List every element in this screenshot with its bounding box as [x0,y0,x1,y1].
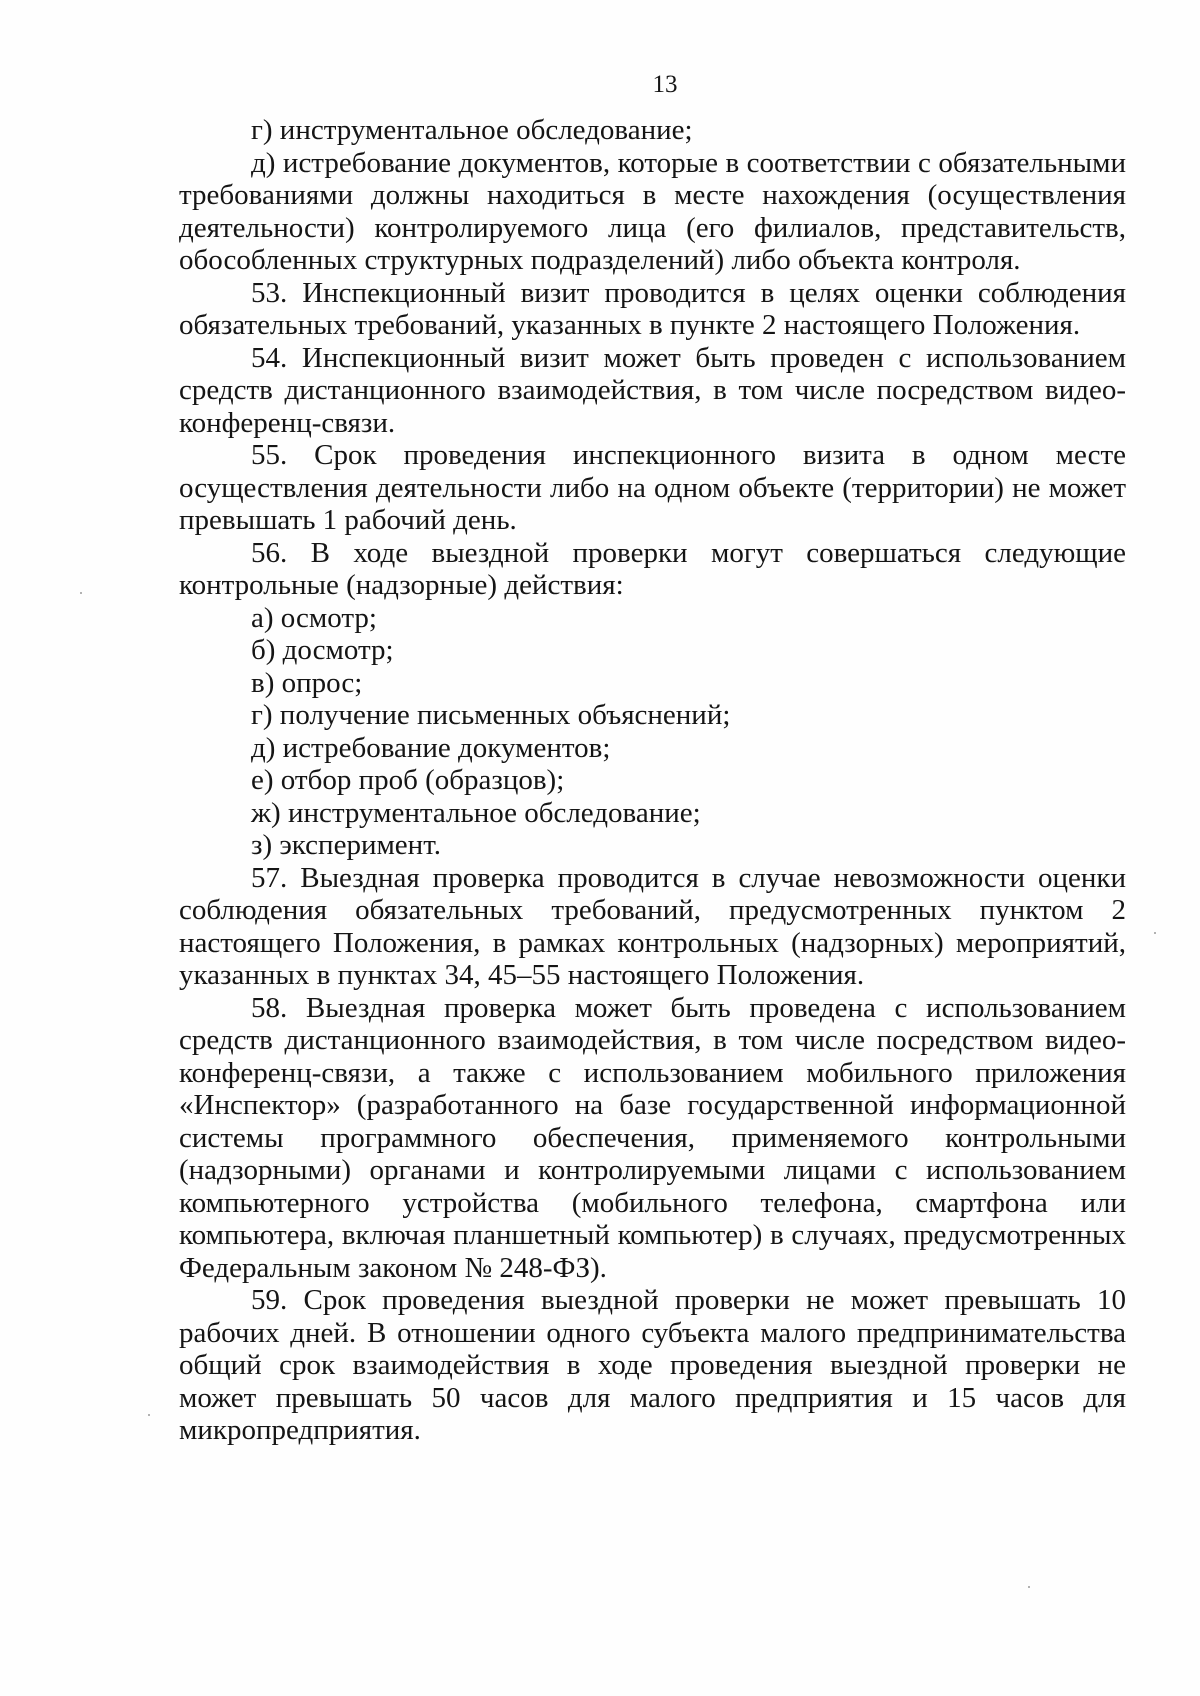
scan-speck [1028,1586,1030,1588]
list-item-zh: ж) инструментальное обследование; [251,796,701,829]
list-item-g: г) получение письменных объяснений; [251,699,731,731]
list-item-z: з) эксперимент. [251,829,441,861]
paragraph-57: 57. Выездная проверка проводится в случае невозможности оценки соблюдения обязательных требований, предусмотренных пунктом 2 настоящего Положения, в рамках контрольных (надзорных) мероприятий, указанных в пунктах 34, 45–55 настоящего Положения. [179,861,1126,991]
list-item-d: д) истребование документов; [251,731,611,764]
list-item-a: а) осмотр; [251,601,377,634]
paragraph-59: 59. Срок проведения выездной проверки не может превышать 10 рабочих дней. В отношении одного субъекта малого предпринимательства общий срок взаимодействия в ходе проведения выездной проверки не может превышать 50 часов для малого предприятия и 15 часов для микропредприятия. [179,1284,1126,1446]
list-item-v: в) опрос; [251,666,363,699]
paragraph-item-d: д) истребование документов, которые в соответствии с обязательными требованиями должны находиться в месте нахождения (осуществления деятельности) контролируемого лица (его филиалов, представительств, обособленных структурных подразделений) либо объекта контроля. [179,146,1126,276]
scan-speck [80,592,82,594]
paragraph-item-g: г) инструментальное обследование; [251,114,693,146]
paragraph-58: 58. Выездная проверка может быть проведена с использованием средств дистанционного взаимодействия, в том числе посредством видео-конференц-связи, а также с использованием мобильного приложения «Инспектор» (разработанного на базе государственной информационной системы программного обеспечения, применяемого контрольными (надзорными) органами и контролируемыми лицами с использованием компьютерного устройства (мобильного телефона, смартфона или компьютера, включая планшетный компьютер) в случаях, предусмотренных Федеральным законом № 248-ФЗ). [179,991,1126,1284]
paragraph-53: 53. Инспекционный визит проводится в целях оценки соблюдения обязательных требований, указанных в пункте 2 настоящего Положения. [179,276,1126,341]
list-item-e: е) отбор проб (образцов); [251,764,565,796]
paragraph-55: 55. Срок проведения инспекционного визита в одном месте осуществления деятельности либо на одном объекте (территории) не может превышать 1 рабочий день. [179,439,1126,536]
document-body [179,114,1126,1447]
page-number: 13 [652,71,678,98]
scan-speck [148,1414,150,1416]
list-item-b: б) досмотр; [251,634,394,666]
paragraph-56: 56. В ходе выездной проверки могут совершаться следующие контрольные (надзорные) действия: [179,536,1126,601]
paragraph-54: 54. Инспекционный визит может быть проведен с использованием средств дистанционного взаимодействия, в том числе посредством видео-конференц-связи. [179,341,1126,439]
scan-speck [1154,932,1156,934]
